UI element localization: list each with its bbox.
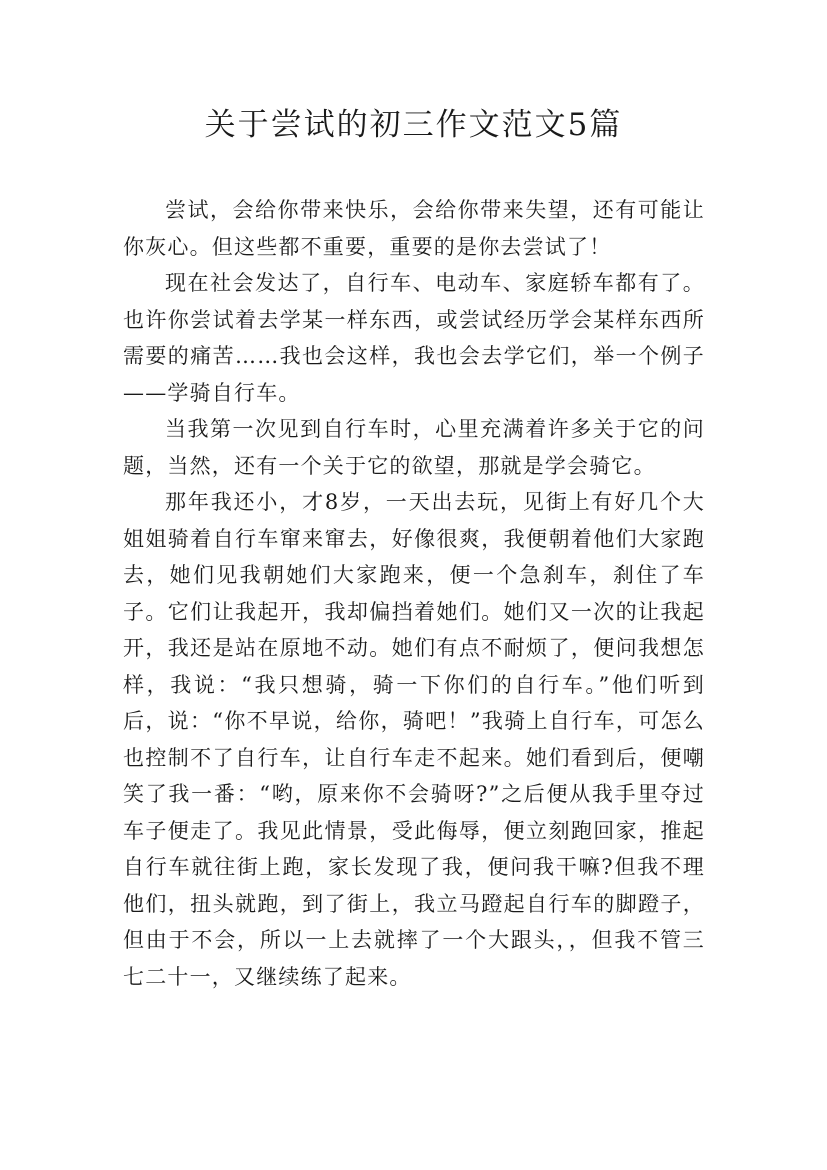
document-title: 关于尝试的初三作文范文5篇 <box>204 107 623 143</box>
paragraph: 现在社会发达了，自行车、电动车、家庭轿车都有了。也许你尝试着去学某一样东西，或尝试经历学会某样东西所需要的痛苦……我也会这样，我也会去学它们，举一个例子——学骑自行车。 <box>123 271 705 405</box>
paragraph: 尝试，会给你带来快乐，会给你带来失望，还有可能让你灰心。但这些都不重要，重要的是你去尝试了！ <box>123 198 705 259</box>
paragraph: 那年我还小，才8岁，一天出去玩，见街上有好几个大姐姐骑着自行车窜来窜去，好像很爽，我便朝着他们大家跑去，她们见我朝她们大家跑来，便一个急刹车，刹住了车子。它们让我起开，我却偏挡着她们。她们又一次的让我起开，我还是站在原地不动。她们有点不耐烦了，便问我想怎样，我说：“我只想骑，骑一下你们的自行车。”他们听到后，说：“你不早说，给你，骑吧！”我骑上自行车，可怎么也控制不了自行车，让自行车走不起来。她们看到后，便嘲笑了我一番：“哟，原来你不会骑呀?”之后便从我手里夺过车子便走了。我见此情景，受此侮辱，便立刻跑回家，推起自行车就往街上跑，家长发现了我，便问我干嘛?但我不理他们，扭头就跑，到了街上，我立马蹬起自行车的脚蹬子，但由于不会，所以一上去就摔了一个大跟头，，但我不管三七二十一，又继续练了起来。 <box>123 490 705 989</box>
paragraph: 当我第一次见到自行车时，心里充满着许多关于它的问题，当然，还有一个关于它的欲望，那就是学会骑它。 <box>123 417 705 478</box>
document-body <box>123 192 705 995</box>
